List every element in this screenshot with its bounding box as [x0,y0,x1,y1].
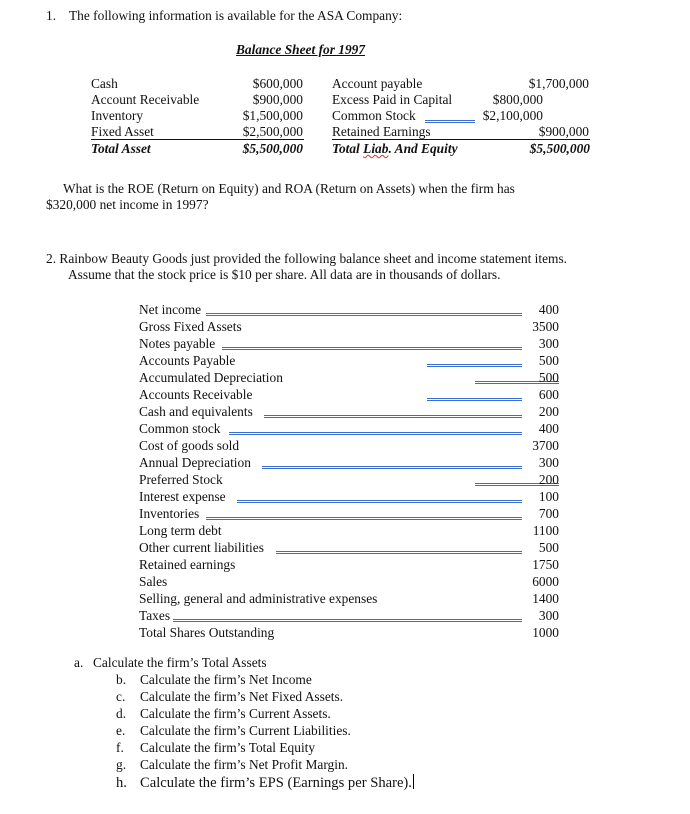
task-text: Calculate the firm’s EPS (Earnings per Share). [140,775,412,791]
item-label: Long term debt [139,523,222,538]
task-marker: g. [116,757,127,772]
item-label: Annual Depreciation [139,455,251,470]
list-item [139,575,559,592]
field-underline [173,619,522,622]
field-underline [222,347,522,350]
item-label: Accounts Payable [139,353,236,368]
list-item [139,507,559,524]
liability-value: $900,000 [538,124,589,139]
task-marker: e. [116,723,126,738]
asset-label: Cash [91,76,118,91]
list-item [139,541,559,558]
task-text: Calculate the firm’s Net Profit Margin. [140,757,349,772]
list-item [139,354,559,371]
item-label: Cash and equivalents [139,404,253,419]
list-item [139,422,559,439]
field-underline [206,517,522,520]
question-number: 1. [46,8,57,23]
asset-label: Inventory [91,108,144,123]
item-label: Accumulated Depreciation [139,370,283,385]
total-assets-label: Total Asset [91,141,151,156]
item-value: 500 [538,370,559,385]
item-value: 500 [538,540,559,555]
list-item [139,626,559,643]
item-label: Inventories [139,506,200,521]
item-label: Gross Fixed Assets [139,319,242,334]
task-marker: d. [116,706,127,721]
task-item [116,707,331,720]
task-item [116,724,351,737]
liability-label: Excess Paid in Capital [332,92,453,107]
field-underline [262,466,522,469]
task-item [74,656,267,669]
item-value: 100 [538,489,559,504]
liability-value: $2,100,000 [482,108,543,123]
item-label: Accounts Receivable [139,387,253,402]
question-1-prompt-line1: What is the ROE (Return on Equity) and ROA (Return on Assets) when the firm has [63,181,515,196]
list-item [139,337,559,354]
field-underline [237,500,522,503]
item-label: Taxes [139,608,171,623]
item-label: Selling, general and administrative expenses [139,591,378,606]
list-item [139,405,559,422]
item-value: 6000 [532,574,559,589]
list-item [139,456,559,473]
task-marker: c. [116,689,126,704]
item-label: Total Shares Outstanding [139,625,275,640]
list-item [139,371,559,388]
list-item [139,558,559,575]
item-value: 600 [538,387,559,402]
text-cursor [413,774,414,789]
item-value: 1000 [532,625,559,640]
question-2-intro-line1: 2. Rainbow Beauty Goods just provided the following balance sheet and income statement items. [46,251,568,266]
item-value: 300 [538,455,559,470]
item-value: 3700 [532,438,559,453]
total-rule [332,139,590,140]
item-value: 300 [538,336,559,351]
total-rule [91,139,304,140]
task-text: Calculate the firm’s Net Income [140,672,312,687]
list-item [139,388,559,405]
list-item [139,609,559,626]
item-value: 400 [538,302,559,317]
field-underline [276,551,522,554]
task-text: Calculate the firm’s Net Fixed Assets. [140,689,344,704]
question-1-prompt-line2: $320,000 net income in 1997? [46,197,209,212]
field-underline [229,432,522,435]
task-marker: h. [116,775,127,791]
item-label: Common stock [139,421,221,436]
item-label: Preferred Stock [139,472,223,487]
item-label: Other current liabilities [139,540,264,555]
balance-sheet-title: Balance Sheet for 1997 [236,42,366,57]
item-value: 300 [538,608,559,623]
list-item [139,490,559,507]
item-value: 1100 [532,523,559,538]
spellcheck-underline: Liab [363,141,389,156]
asset-value: $2,500,000 [242,124,303,139]
task-item [116,741,315,754]
list-item [139,439,559,456]
list-item [139,303,559,320]
field-underline [206,313,522,316]
liability-label: Common Stock [332,108,416,123]
task-item [116,690,343,703]
item-value: 1400 [532,591,559,606]
total-assets-value: $5,500,000 [242,141,303,156]
item-label: Cost of goods sold [139,438,240,453]
list-item [139,524,559,541]
item-label: Interest expense [139,489,226,504]
item-value: 200 [538,472,559,487]
item-value: 200 [538,404,559,419]
task-marker: a. [74,655,84,670]
asset-value: $900,000 [252,92,303,107]
total-liab-equity-label: Total Liab. And Equity [332,141,458,156]
list-item [139,320,559,337]
item-value: 400 [538,421,559,436]
item-label: Net income [139,302,202,317]
item-value: 3500 [532,319,559,334]
task-marker: b. [116,672,127,687]
liability-value: $800,000 [492,92,543,107]
task-item [116,758,348,771]
task-marker: f. [116,740,124,755]
item-label: Notes payable [139,336,216,351]
asset-label: Account Receivable [91,92,200,107]
task-text: Calculate the firm’s Current Liabilities. [140,723,351,738]
task-text: Calculate the firm’s Total Equity [140,740,316,755]
item-label: Sales [139,574,168,589]
liability-label: Account payable [332,76,423,91]
task-text: Calculate the firm’s Current Assets. [140,706,331,721]
item-label: Retained earnings [139,557,236,572]
liability-label: Retained Earnings [332,124,431,139]
question-1-intro [46,9,402,22]
liability-value: $1,700,000 [528,76,589,91]
asset-value: $1,500,000 [242,108,303,123]
item-value: 1750 [532,557,559,572]
task-item [116,673,312,686]
question-2-intro-line2: Assume that the stock price is $10 per share. All data are in thousands of dollars. [68,267,501,282]
task-item [116,774,414,791]
task-text: Calculate the firm’s Total Assets [93,655,267,670]
asset-label: Fixed Asset [91,124,154,139]
item-value: 700 [538,506,559,521]
total-liab-equity-value: $5,500,000 [529,141,590,156]
list-item [139,592,559,609]
asset-value: $600,000 [252,76,303,91]
item-value: 500 [538,353,559,368]
list-item [139,473,559,490]
question-1-intro-text: The following information is available for the ASA Company: [69,8,403,23]
field-underline [264,415,522,418]
